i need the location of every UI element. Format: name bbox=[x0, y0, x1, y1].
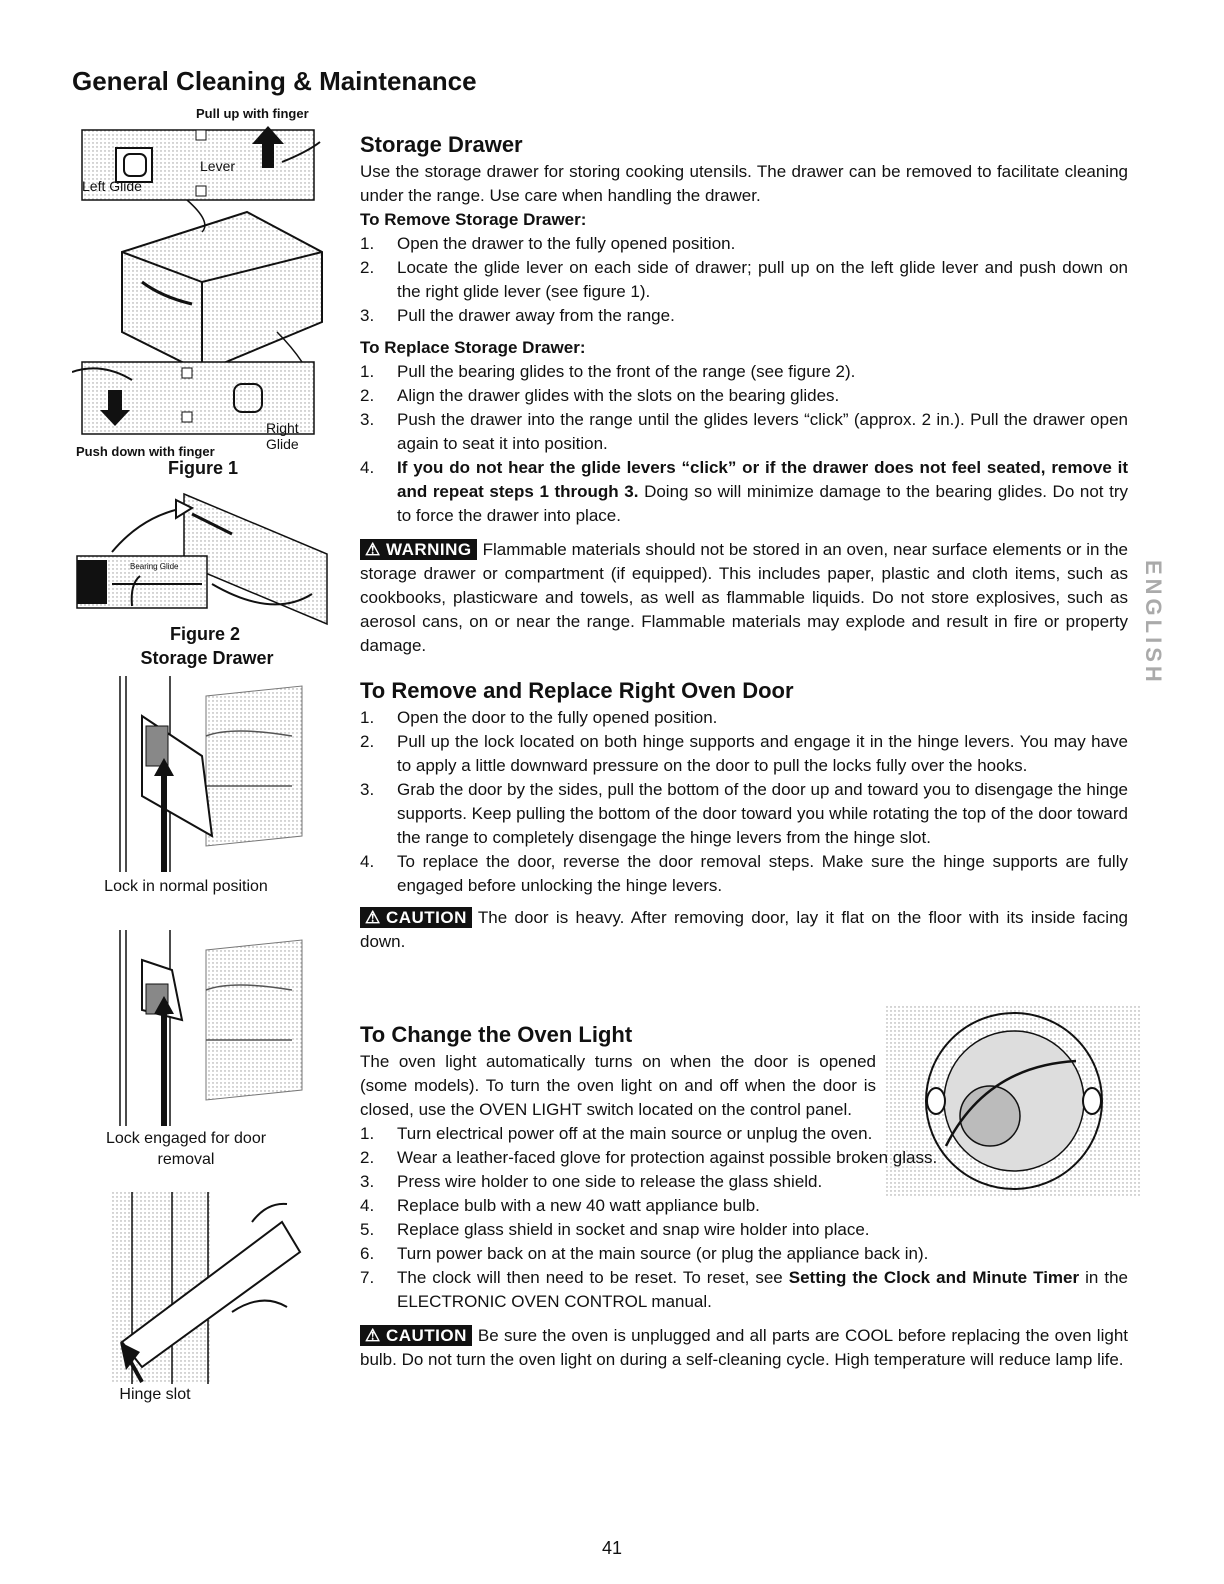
fig1-caption: Figure 1 bbox=[167, 458, 238, 478]
fig1-lever-label: Lever bbox=[200, 158, 236, 174]
list-item: 2. Locate the glide lever on each side of drawer; pull up on the left glide lever and push down on the right glide lever (see figure 1). bbox=[360, 258, 1128, 301]
door-heading: To Remove and Replace Right Oven Door bbox=[360, 678, 794, 703]
storage-intro: Use the storage drawer for storing cooking utensils. The drawer can be removed to facilitate cleaning under the range. Use care when handling the drawer. bbox=[360, 162, 1128, 205]
list-item: 5. Replace glass shield in socket and snap wire holder into place. bbox=[360, 1220, 870, 1239]
list-item: 4. If you do not hear the glide levers “click” or if the drawer does not feel seated, remove it and repeat steps 1 through 3. Doing so will minimize damage to the bearing glides. Do not try to force the drawer into place. bbox=[360, 458, 1128, 525]
light-caution-paragraph: ⚠ CAUTION Be sure the oven is unplugged and all parts are COOL before replacing the oven light bulb. Do not turn the oven light on during a self-cleaning cycle. High temperature will reduce lamp life. bbox=[360, 1326, 1128, 1369]
fig1-left-glide-label: Left Glide bbox=[82, 178, 142, 194]
list-item: 1. Open the door to the fully opened position. bbox=[360, 708, 718, 727]
hinge-slot-illustration bbox=[112, 1192, 304, 1384]
list-item: 4. Replace bulb with a new 40 watt appliance bulb. bbox=[360, 1196, 760, 1215]
door-steps bbox=[360, 706, 1128, 898]
list-item: 2. Pull up the lock located on both hinge supports and engage it in the hinge levers. You may have to apply a little downward pressure on the door to pull the locks fully over the hooks. bbox=[360, 732, 1128, 775]
page-number: 41 bbox=[601, 1538, 623, 1558]
oven-door-section bbox=[360, 678, 1128, 954]
list-item: 2. Wear a leather-faced glove for protection against possible broken glass. bbox=[360, 1148, 938, 1167]
storage-drawer-section bbox=[360, 132, 1128, 658]
lock-normal-illustration bbox=[112, 676, 304, 874]
list-item: 3. Push the drawer into the range until the glides levers “click” (approx. 2 in.). Pull the drawer open again to seat it into position. bbox=[360, 410, 1128, 453]
list-item: 4. To replace the door, reverse the door removal steps. Make sure the hinge supports are fully engaged before unlocking the hinge levers. bbox=[360, 852, 1128, 895]
list-item: 3. Press wire holder to one side to release the glass shield. bbox=[360, 1172, 823, 1191]
light-heading: To Change the Oven Light bbox=[360, 1022, 633, 1047]
page-title: General Cleaning & Maintenance bbox=[72, 66, 477, 96]
replace-drawer-heading: To Replace Storage Drawer: bbox=[360, 338, 586, 357]
warning-paragraph: ⚠ WARNING Flammable materials should not be stored in an oven, near surface elements or in the storage drawer or compartment (if equipped). This includes paper, plastic and cloth items, such as cookbooks, plasticware and towels, as well as flammable liquids. Do not store explosives, such as aerosol cans, on or near the range. Flammable materials may explode and result in fire or property damage. bbox=[360, 540, 1128, 655]
fig2-caption: Figure 2 bbox=[169, 624, 240, 644]
light-steps bbox=[360, 1122, 1128, 1314]
caution-badge: ⚠ CAUTION bbox=[360, 907, 472, 928]
storage-heading: Storage Drawer bbox=[360, 132, 523, 157]
fig1-top-label: Pull up with finger bbox=[196, 106, 309, 121]
light-intro: The oven light automatically turns on when the door is opened (some models). To turn the oven light on and off when the door is closed, use the OVEN LIGHT switch located on the control panel. bbox=[360, 1052, 876, 1119]
fig2-subcaption: Storage Drawer bbox=[140, 648, 274, 668]
list-item: 1. Pull the bearing glides to the front of the range (see figure 2). bbox=[360, 362, 856, 381]
fig1-right-glide-label: Right Glide bbox=[266, 420, 299, 452]
list-item: 3. Pull the drawer away from the range. bbox=[360, 306, 675, 325]
side-language-tab: ENGLISH bbox=[1141, 560, 1166, 686]
list-item: 1. Turn electrical power off at the main source or unplug the oven. bbox=[360, 1124, 873, 1143]
list-item: 6. Turn power back on at the main source (or plug the appliance back in). bbox=[360, 1244, 929, 1263]
remove-drawer-heading: To Remove Storage Drawer: bbox=[360, 210, 587, 229]
oven-light-section bbox=[360, 1022, 1128, 1372]
caution-badge: ⚠ CAUTION bbox=[360, 1325, 472, 1346]
lock-engaged-label: Lock engaged for door removal bbox=[105, 1130, 267, 1168]
list-item: 1. Open the drawer to the fully opened position. bbox=[360, 234, 736, 253]
replace-drawer-steps bbox=[360, 360, 1128, 528]
door-caution-paragraph: ⚠ CAUTION The door is heavy. After removing door, lay it flat on the floor with its inside facing down. bbox=[360, 908, 1128, 951]
fig2-bearing-glide-label: Bearing Glide bbox=[130, 562, 179, 571]
list-item: 7. The clock will then need to be reset. To reset, see Setting the Clock and Minute Timer in the ELECTRONIC OVEN CONTROL manual. bbox=[360, 1268, 1128, 1311]
lock-engaged-illustration bbox=[112, 930, 304, 1128]
list-item: 3. Grab the door by the sides, pull the bottom of the door up and toward you to disengage the hinge supports. Keep pulling the bottom of the door toward you while rotating the top of the door toward the range to completely disengage the hinge levers from the hinge slot. bbox=[360, 780, 1128, 847]
warning-badge: ⚠ WARNING bbox=[360, 539, 477, 560]
hinge-slot-label: Hinge slot bbox=[119, 1386, 191, 1403]
list-item: 2. Align the drawer glides with the slots on the bearing glides. bbox=[360, 386, 840, 405]
lock-normal-label: Lock in normal position bbox=[104, 878, 268, 895]
figure-2-bearing-glide-illustration bbox=[72, 484, 334, 632]
remove-drawer-steps bbox=[360, 232, 1128, 328]
fig1-bottom-label: Push down with finger bbox=[76, 444, 215, 459]
